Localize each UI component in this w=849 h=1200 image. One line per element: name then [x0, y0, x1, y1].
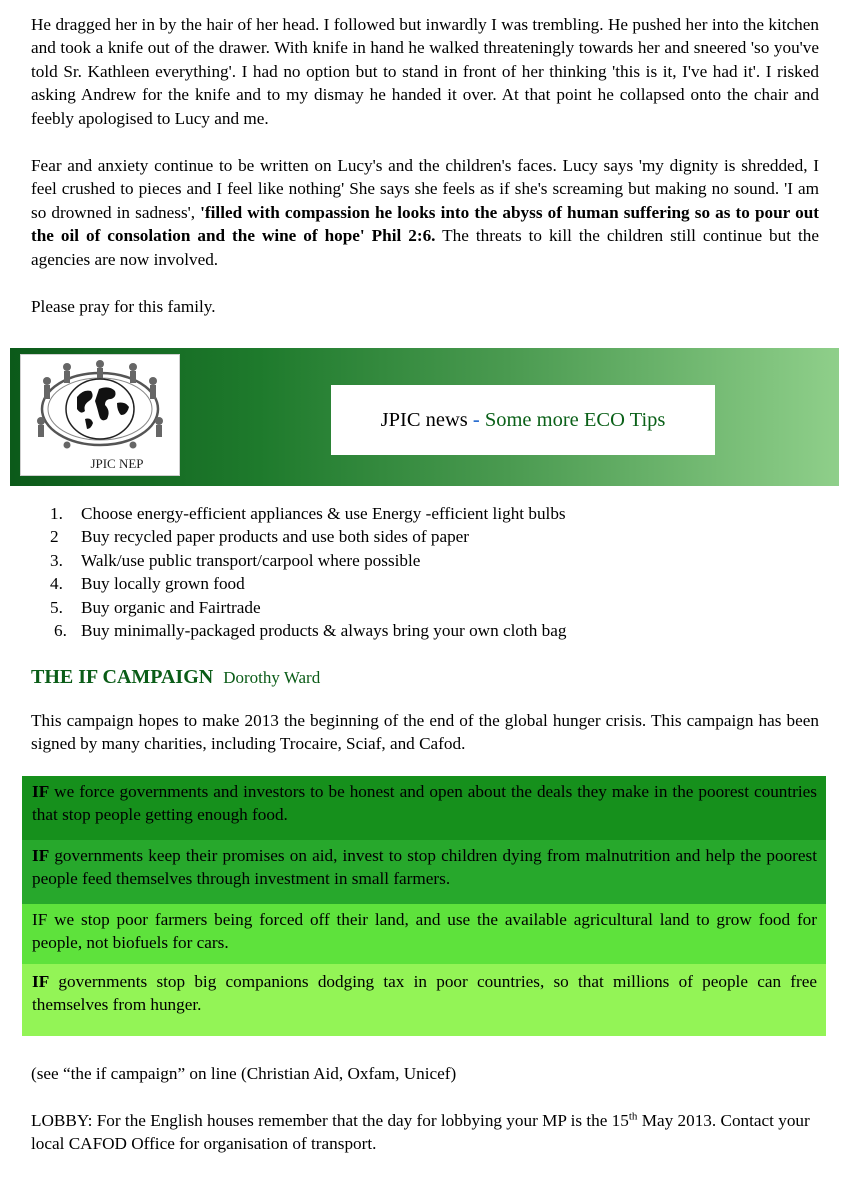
list-item [40, 525, 820, 548]
if-campaign-heading [31, 665, 320, 690]
list-item [40, 596, 820, 619]
if-row-lead: IF [32, 972, 50, 991]
list-number: 3. [50, 550, 63, 570]
list-text: Walk/use public transport/carpool where possible [81, 550, 421, 570]
list-text: Buy locally grown food [81, 574, 245, 594]
list-number: 6. [54, 621, 67, 641]
if-row-1 [22, 776, 826, 840]
prayer-request: Please pray for this family. [31, 297, 216, 316]
eco-tips-list [40, 502, 820, 642]
list-item [40, 549, 820, 572]
if-row-3 [22, 904, 826, 964]
lobby-ordinal: th [628, 1110, 638, 1123]
if-campaign-title: THE IF CAMPAIGN [31, 666, 214, 688]
news-subtitle: Some more ECO Tips [484, 409, 666, 431]
list-item [40, 619, 820, 642]
if-row-lead: IF [32, 782, 50, 801]
list-number: 2 [50, 527, 59, 547]
list-number: 5. [50, 597, 63, 617]
list-text: Buy minimally-packaged products & always bring your own cloth bag [81, 621, 567, 641]
if-row-2 [22, 840, 826, 904]
story-paragraph-2 [31, 154, 819, 271]
lobby-text-end: May 2013. Contact your local CAFOD Office for organisation of transport. [31, 1111, 810, 1154]
list-item [40, 572, 820, 595]
list-item [40, 502, 820, 525]
globe-people-icon [27, 359, 173, 455]
list-text: Buy recycled paper products and use both sides of paper [81, 527, 470, 547]
if-campaign-intro: This campaign hopes to make 2013 the beginning of the end of the global hunger crisis. This campaign has been signed by many charities, including Trocaire, Sciaf, and Cafod. [31, 711, 819, 754]
if-row-text: governments keep their promises on aid, invest to stop children dying from malnutrition and help the poorest people feed themselves through investment in small farmers. [32, 846, 817, 889]
if-row-text: governments stop big companions dodging tax in poor countries, so that millions of people can free themselves from hunger. [32, 972, 817, 1015]
lobby-text-start: LOBBY: For the English houses remember that the day for lobbying your MP is the 15 [31, 1111, 629, 1130]
lobby-note [31, 1109, 819, 1156]
if-row-text: we force governments and investors to be honest and open about the deals they make in the poorest countries that stop people getting enough food. [32, 782, 817, 825]
if-campaign-table [22, 776, 826, 1036]
story-paragraph-1: He dragged her in by the hair of her head. I followed but inwardly I was trembling. He pushed her into the kitchen and took a knife out of the drawer. With knife in hand he walked threateningly towards her and sneered 'so you've told Sr. Kathleen everything'. I had no option but to stand in front of her thinking 'this is it, I've had it'. I risked asking Andrew for the knife and to my dismay he handed it over. At that point he collapsed onto the chair and feebly apologised to Lucy and me. [31, 15, 819, 128]
if-row-4 [22, 964, 826, 1036]
jpic-news-banner [10, 348, 839, 486]
list-number: 4. [50, 574, 63, 594]
if-row-text: IF we stop poor farmers being forced off their land, and use the available agricultural land to grow food for people, not biofuels for cars. [32, 910, 817, 953]
news-heading-box [331, 385, 715, 455]
if-campaign-author: Dorothy Ward [223, 668, 321, 687]
list-number: 1. [50, 504, 63, 523]
story-paragraph-2-text: Fear and anxiety continue to be written on Lucy's and the children's faces. Lucy says 'my dignity is shredded, I feel crushed to pieces and I feel like nothing' She says she feels as if she's screaming but making no sound. 'I am so drowned in sadness', [31, 156, 819, 222]
news-title: JPIC news [380, 409, 468, 431]
story-paragraph-2-end: The threats to kill the children still continue but the agencies are now involved. [31, 226, 819, 269]
news-dash: - [467, 409, 485, 431]
list-text: Buy organic and Fairtrade [81, 597, 261, 617]
list-text: Choose energy-efficient appliances & use Energy -efficient light bulbs [81, 504, 566, 523]
if-row-lead: IF [32, 846, 50, 865]
see-online-note: (see “the if campaign” on line (Christian Aid, Oxfam, Unicef) [31, 1064, 457, 1083]
jpic-logo [20, 354, 180, 476]
logo-label: JPIC NEP [90, 456, 144, 471]
scripture-quote: 'filled with compassion he looks into the abyss of human suffering so as to pour out the oil of consolation and the wine of hope' Phil 2:6. [31, 202, 819, 246]
